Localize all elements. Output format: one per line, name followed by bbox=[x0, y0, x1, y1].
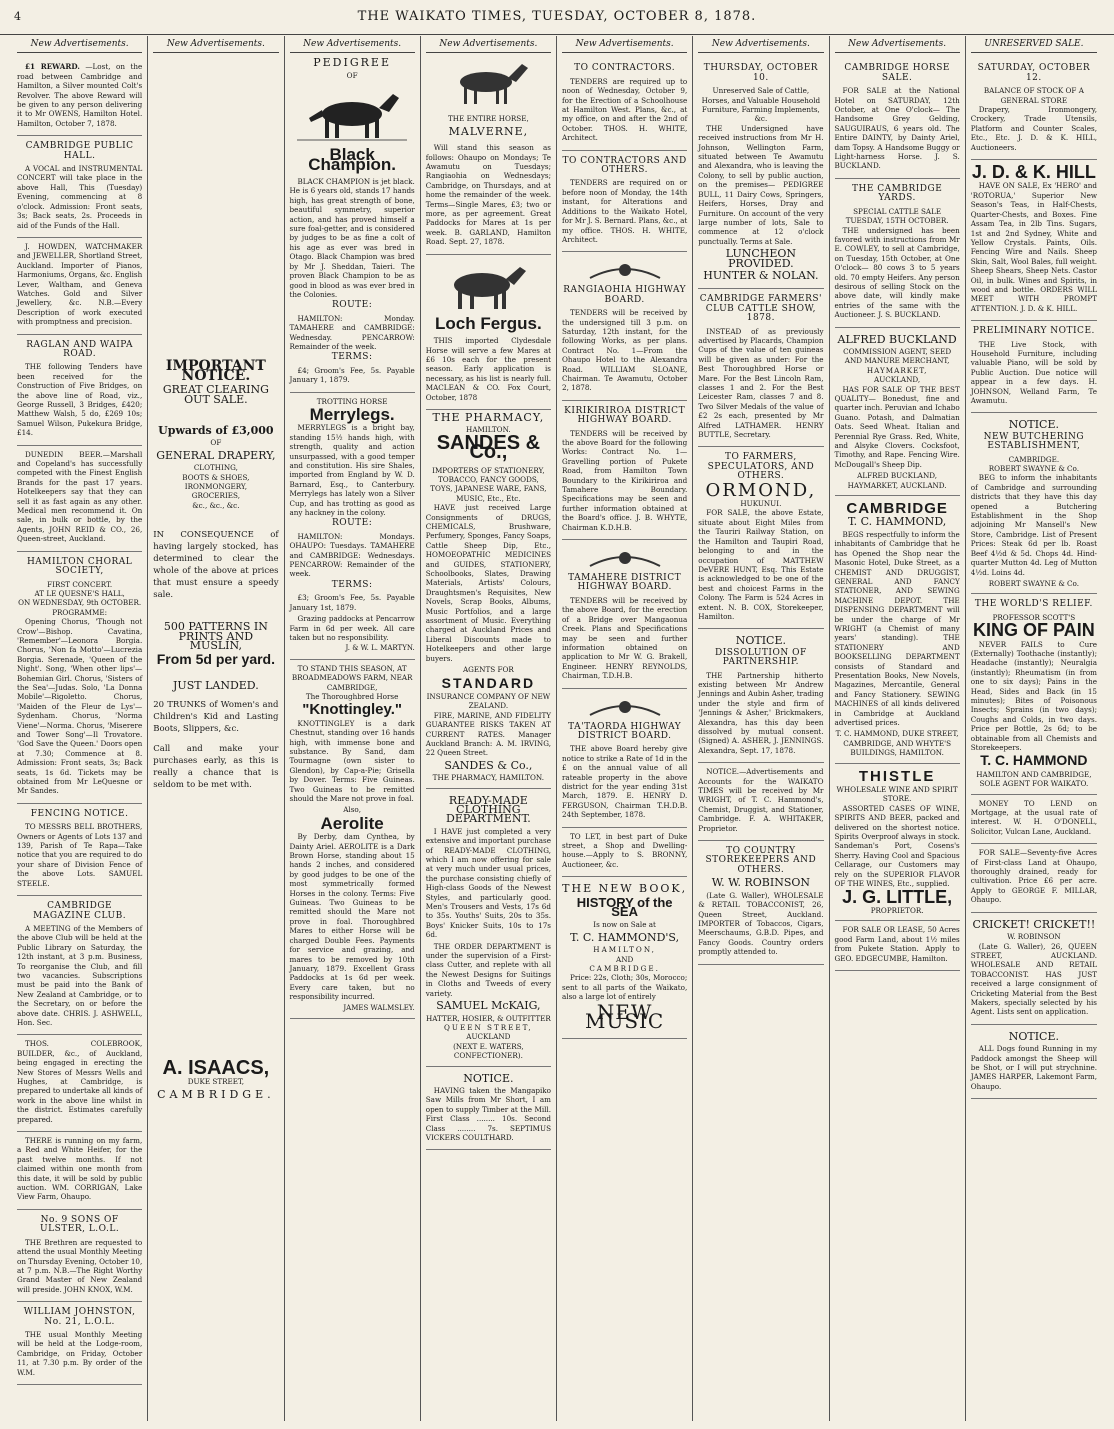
ad-public-hall bbox=[17, 136, 142, 238]
newspaper-title: THE WAIKATO TIMES, TUESDAY, OCTOBER 8, 1878. bbox=[357, 9, 757, 24]
magazine-text: A MEETING of the Members of the above Club will be held at the Public Library on Saturday, the 12th instant, at 3 p.m. Business, To reorganise the Club, and fill two vacancies. Subscriptions must be paid into the Bank of New Zealand at Cambridge, or to the Secretary, on or before the above date. CHRIS. J. ASHWELL, Hon. Sec. bbox=[17, 923, 143, 1027]
price-text: Price: 22s, Cloth; 30s, Morocco; sent to all parts of the Waikato, also a large lot of entirely bbox=[562, 973, 688, 1002]
king-text: NEVER FAILS to Cure (Externally) Toothache (instantly); Headache (instantly); Neuralgia (instantly); Rheumatism (in from one to six days); Pains in the Head, Sides and Back (in 15 minutes); Bites of Poisonous Insects; Sprains (in two days); Coughs and Colds, in two days. Price per Bottle, 2s 6d; to be obtainable from all Chemists and Storekeepers. bbox=[970, 639, 1097, 752]
malverne-text: Will stand this season as follows: Ohaupo on Mondays; Te Awamutu on Tuesdays; Rangiaohia on Wednesdays; Cambridge, on Thursdays, and at home the remainder of the week. Terms—Single Mares, £3; two or more, as per agreement. Great Paddocks for Mares at 1s per week. B. GARLAND, Hamilton Road. Sept. 27, 1878. bbox=[425, 143, 551, 247]
robinson-name: W. W. ROBINSON bbox=[711, 876, 811, 890]
ad-merrylegs bbox=[290, 393, 415, 660]
choral-venue: AT LE QUESNE'S HALL, bbox=[34, 588, 125, 598]
contractors-text: TENDERS are required up to noon of Wednesday, October 9, for the Erection of a Schoolhouse at Hamilton West. Plans, &c., at my office, on and after the 2nd of October. THOS. H. WHITE, Architect. bbox=[562, 76, 688, 143]
column-header: UNRESERVED SALE. bbox=[971, 40, 1097, 53]
ad-ready-made bbox=[426, 789, 551, 1067]
ad-dissolution bbox=[698, 629, 823, 763]
duke-street: DUKE STREET, bbox=[187, 1077, 245, 1087]
hukunui: HUKUNUI. bbox=[740, 499, 782, 509]
column-5 bbox=[557, 36, 693, 1421]
pharmacy2: THE PHARMACY, HAMILTON. bbox=[432, 773, 545, 783]
ad-kirikiriroa bbox=[562, 401, 687, 540]
farmers2-title: TO FARMERS, SPECULATORS, AND OTHERS. bbox=[707, 452, 815, 482]
king-of-pain-title: KING OF PAIN bbox=[973, 620, 1095, 641]
dissolution-text: THE Partnership hitherto existing between Mr Andrew Jennings and Aubin Asher, trading under the style and firm of 'Jennings & Asher,' Brickmakers, Alexandra, has this day been dissolved by mutual consent. (Signed) A. ASHER, J. JENNINGS. Alexandra, Sept. 17, 1878. bbox=[698, 670, 824, 755]
horse-illustration-black-champion bbox=[297, 84, 407, 146]
ad-lease bbox=[835, 921, 960, 971]
relief-title: THE WORLD'S RELIEF. bbox=[974, 599, 1093, 610]
merrylegs-text: MERRYLEGS is a bright bay, standing 15½ hands high, with strength, quality and action unsurpassed, with a good temper and constitution. His sire Shales, imported from England by W. D. Barnard, Esq., to Canterbury. Merrylegs has lately won a Silver Cup, and has trotting as good as any hackney in the colony. bbox=[289, 423, 415, 518]
clothing: CLOTHING, bbox=[193, 463, 238, 473]
also-label: Also, bbox=[343, 805, 362, 815]
route2-title: ROUTE: bbox=[331, 518, 373, 529]
scott-label: PROFESSOR SCOTT'S bbox=[992, 612, 1076, 622]
swayne-sig: ROBERT SWAYNE & Co. bbox=[988, 578, 1080, 588]
hall-title: CAMBRIDGE PUBLIC HALL. bbox=[25, 141, 134, 161]
hill-title: J. D. & K. HILL bbox=[971, 162, 1096, 183]
balance-text: Drapery, Ironmongery, Crockery, Trade Utensils, Platform and Counter Scales, Etc., Etc. J. D. & K. HILL, Auctioneers. bbox=[970, 105, 1097, 152]
column-4 bbox=[421, 36, 557, 1421]
column-header: New Advertisements. bbox=[17, 40, 142, 53]
ad-sawmill-notice bbox=[426, 1067, 551, 1151]
ad-cricket bbox=[971, 913, 1097, 1025]
route1-title: ROUTE: bbox=[331, 300, 373, 311]
ad-knottingley bbox=[290, 660, 415, 1019]
sandes-text: HAVE just received Large Consignments of DRUGS, CHEMICALS, Brushware, Perfumery, Sponges, Fancy Soaps, Cattle Sheep Dip, Etc., HOMOEOPATHIC MEDICINES and GUIDES, STATIONERY, Schoolbooks, Slates, Drawing Materials, Artists' Colours, Draughtsmen's Requisites, New Novels, Scrap Books, Albums, Music Portfolios, and a large assortment of Music. Everything charged at Auckland Prices and Liberal Discounts made to Hotelkeepers and other large buyers. bbox=[425, 503, 551, 663]
ad-history-of-sea bbox=[562, 877, 687, 1038]
column-6 bbox=[693, 36, 829, 1421]
raglan-text: THE following Tenders have been received for the Construction of Five Bridges, on the above line of Road, viz., George Russell, 3 Bridges, £420; Matthew Walsh, 5 do, £269 10s; Samuel Wilson, Pukekura Bridge, £14. bbox=[17, 362, 143, 438]
column-3 bbox=[285, 36, 421, 1421]
taotaora-title: TA'TAORDA HIGHWAY DISTRICT BOARD. bbox=[568, 721, 682, 741]
standard-text: FIRE, MARINE, AND FIDELITY GUARANTEE RISKS TAKEN AT CURRENT RATES. Manager Auckland Branch: A. M. IRVING, 22 Queen Street. bbox=[425, 710, 551, 758]
colebrook-text: THOS. COLEBROOK, BUILDER, &c., of Auckland, being engaged in erecting the New Stores of Messrs Wells and Hughes, at Cambridge, is prepared to undertake all kinds of work in the above line whilst in the district. Estimates carefully prepared. bbox=[17, 1039, 143, 1124]
ad-malverne bbox=[426, 139, 551, 254]
grazing-text: Grazing paddocks at Pencarrow Farm in 6d per week. All care taken but no responsibility. bbox=[289, 614, 415, 642]
groceries: GROCERIES, bbox=[191, 491, 240, 501]
auckland: AUCKLAND, bbox=[874, 375, 921, 385]
alfred-title: ALFRED BUCKLAND bbox=[837, 332, 957, 346]
aerolite-text: By Derby, dam Cynthea, by Dainty Ariel. AEROLITE is a Dark Brown Horse, standing about 15 hands 2 inches, and considered by good judges to be one of the most symmetrically formed Horses in the colony. Terms: Five Guineas. Two Guineas to be remitted should the Mare not prove in foal. Thoroughbred Mares to either Horse will be charged Double Fees. Payments for service and grazing, and mares to be removed by 10th January, 1879. Excellent Grass Paddocks at 1s 6d per week. Every care taken, but no responsibility incurred. bbox=[289, 832, 415, 1002]
reward-title: £1 REWARD. bbox=[25, 62, 80, 72]
crest-icon bbox=[580, 548, 670, 570]
sale-date: THURSDAY, OCTOBER 10. bbox=[703, 63, 819, 83]
pedigree-title: PEDIGREE bbox=[313, 56, 391, 70]
ad-reward bbox=[17, 58, 142, 136]
alfred-sub: COMMISSION AGENT, SEED AND MANURE MERCHANT, bbox=[843, 346, 952, 366]
cricket-title: CRICKET! CRICKET!! bbox=[972, 917, 1096, 931]
taotaora-text: THE above Board hereby give notice to strike a Rate of 1d in the £ on the annual value of all rateable property in the above district for the year ending 31st March, 1879. E. HENRY D. FERGUSON, Chairman T.H.D.B. 24th September, 1878. bbox=[562, 744, 688, 820]
contractors-title: TO CONTRACTORS. bbox=[574, 63, 676, 74]
ad-butchering bbox=[971, 413, 1097, 594]
ormond-text: FOR SALE, the above Estate, situate about Eight Miles from the Tauriri Railway Station, on the Hamilton and Taupiri Road, belonging to and in the occupation of MATTHEW DeVERE HUNT, Esq. This Estate is acknowledged to be one of the best and choicest Farms in the Colony. The Farm is 524 Acres in extent. N. B. COX, Storekeeper, Hamilton. bbox=[698, 508, 824, 621]
horse-sale-text: FOR SALE at the National Hotel on SATURDAY, 12th October, at One O'clock— The Handsome Grey Gelding, SAUGUIRAUS, 6 years old. The Entire DAINTY, by Dainty Ariel, dam Topsy. A Handsome Buggy or Light-harness Horse. J. S. BUCKLAND. bbox=[834, 86, 960, 171]
standard-sub: INSURANCE COMPANY OF NEW ZEALAND. bbox=[426, 691, 551, 711]
mckaig-sub: HATTER, HOSIER, & OUTFITTER bbox=[425, 1013, 551, 1023]
haymarket: HAYMARKET, bbox=[866, 365, 928, 375]
mckaig-addr: QUEEN STREET, bbox=[444, 1022, 533, 1032]
unreserved-title: Unreserved Sale of Cattle, Horses, and Valuable Household Furniture, Farming Implements, &c. bbox=[701, 86, 821, 124]
ad-johnson-sale bbox=[698, 58, 823, 289]
merrylegs-title: Merrylegs. bbox=[309, 404, 395, 424]
on-sale: Is now on Sale at bbox=[593, 920, 656, 930]
swayne-name: ROBERT SWAYNE & Co. bbox=[988, 464, 1080, 474]
sandes-sub: IMPORTERS OF STATIONERY, TOBACCO, FANCY GOODS, TOYS, JAPANESE WARE, FANS, MUSIC, Etc., Etc. bbox=[430, 465, 547, 503]
entire-label: THE ENTIRE HORSE, bbox=[448, 114, 529, 124]
wj-text: THE usual Monthly Meeting will be held at the Lodge-room, Cambridge, on Friday, October 11, at 7.30 p.m. By order of the W.M. bbox=[17, 1329, 143, 1377]
column-7 bbox=[830, 36, 966, 1421]
consequence-text: IN CONSEQUENCE of having largely stocked, has determined to clear the whole of the above at prices that must ensure a speedy sale. bbox=[153, 529, 279, 600]
column-header: New Advertisements. bbox=[698, 40, 823, 53]
tc-hammond: T. C. HAMMOND bbox=[980, 752, 1088, 769]
route1-text: HAMILTON: Monday. TAMAHERE and CAMBRIDGE: Wednesday. PENCARROW: Remainder of the week. bbox=[289, 313, 415, 351]
howden-text: J. HOWDEN, WATCHMAKER and JEWELLER, Shortland Street, Auckland. Importer of Pianos, Harmoniums, Organs, &c. English Lever, Waltham, and Geneva Watches. Gold and Silver Jewellery, &c. N.B.—Every Description of work executed with promptness and precision. bbox=[17, 241, 143, 327]
alfred-sig: ALFRED BUCKLAND, HAYMARKET, AUCKLAND. bbox=[847, 471, 947, 490]
cambridge-title: CAMBRIDGE bbox=[846, 500, 948, 518]
price-text: From 5d per yard. bbox=[156, 650, 275, 667]
swayne-text: BEG to inform the inhabitants of Cambridge and surrounding districts that they have this day opened a Butchering Establishment in the Shop adjoining Mr Mansell's New Store, Cambridge. List of Present Prices: Steak 6d per lb. Roast Beef 4½d & 5d. Chops 4d. Hind-quarter Mutton 4d. Leg of Mutton 4½d. Loins 4d. bbox=[970, 473, 1097, 577]
loch-fergus-text: THIS imported Clydesdale Horse will serve a few Mares at £6 10s each for the present season. Early application is necessary, as his list is nearly full. MACLEAN & CO. Fox Court, October, 1878 bbox=[425, 336, 551, 402]
black-champion-title: Black Champion. bbox=[308, 145, 397, 174]
cambridge-town: CAMBRIDGE. bbox=[157, 1087, 275, 1101]
rm-text: I HAVE just completed a very extensive and important purchase of READY-MADE CLOTHING, which I am now offering for sale at very much under usual prices, the purchase consisting chiefly of High-class Goods of the Newest Styles, and particularly good. Men's Trousers and Vests, 17s 6d to 35s. Youths' Suits, 20s to 35s. Boys' Knicker Suits, 10s to 17s 6d. bbox=[425, 826, 551, 940]
walmsley-sig: JAMES WALMSLEY. bbox=[343, 1003, 415, 1012]
horse-illustration-loch-fergus bbox=[438, 259, 538, 315]
storekeepers-title: TO COUNTRY STOREKEEPERS AND OTHERS. bbox=[705, 846, 817, 875]
rangiaohia-title: RANGIAOHIA HIGHWAY BOARD. bbox=[563, 285, 687, 305]
hammond-name: T. C. HAMMOND'S, bbox=[570, 930, 680, 944]
of-label: OF bbox=[346, 70, 358, 80]
upwards-amount: Upwards of £3,000 bbox=[158, 424, 274, 438]
ad-general-store-sale bbox=[971, 58, 1097, 160]
isaacs-name: A. ISAACS, bbox=[162, 1056, 270, 1079]
ironmongery: IRONMONGERY, bbox=[184, 482, 247, 492]
ad-taotaora bbox=[562, 689, 687, 828]
thistle-sub: WHOLESALE WINE AND SPIRIT STORE. bbox=[836, 785, 958, 804]
ad-contractors bbox=[562, 58, 687, 150]
ad-contractors-others bbox=[562, 151, 687, 253]
prelim-title: PRELIMINARY NOTICE. bbox=[972, 326, 1095, 337]
ad-fencing bbox=[17, 804, 142, 896]
hammond-text: BEGS respectfully to inform the inhabitants of Cambridge that he has Opened the Shop near the Masonic Hotel, Duke Street, as a CHEMIST AND DRUGGIST, GENERAL AND FANCY STATIONER, AND SEWING MACHINE DEPOT. THE DISPENSING DEPARTMENT will be under the charge of Mr WRIGHT (a Chemist of many years' standing). THE STATIONERY AND BOOKSELLING DEPARTMENT consists of Standard and Presentation Books, New Novels, Magazines, Mercantile, General and Fancy Stationery. SEWING MACHINES of all kinds delivered in Cambridge at Auckland advertised prices. bbox=[834, 529, 960, 727]
kirikiriroa-title: KIRIKIRIROA DISTRICT HIGHWAY BOARD. bbox=[564, 405, 686, 426]
ad-johnston-lodge bbox=[17, 1302, 142, 1385]
call-text: Call and make your purchases early, as this is really a chance that is seldom to be met with. bbox=[153, 744, 279, 791]
ad-raglan bbox=[17, 335, 142, 446]
hammond-name: T. C. HAMMOND, bbox=[847, 515, 947, 529]
alfred-text: HAS FOR SALE OF THE BEST QUALITY— Bonedust, fine and quarter inch. Peruvian and Ichabo Guano. Potash, and Dalmatian Oats. Seed Wheat. Italian and Perennial Rye Grass. Red, White, and Alsyke Clovers. Cocksfoot, Timothy, and Rape. Fencing Wire. McDougall's Sheep Dip. bbox=[834, 384, 960, 469]
mckaig-near: (NEXT E. WATERS, CONFECTIONER). bbox=[453, 1041, 524, 1061]
patterns-text: 500 PATTERNS IN PRINTS AND MUSLIN, bbox=[163, 620, 268, 653]
thistle-text: ASSORTED CASES OF WINE, SPIRITS AND BEER, packed and delivered on the shortest notice. Spirits Overproof always in stock. Sandeman's Port, Cosens's Sherry. Having Cool and Spacious Cellarage, our Customers may rely on the SUPERIOR FLAVOR OF THE WINES, Etc., supplied. bbox=[834, 803, 960, 889]
yards-sub: SPECIAL CATTLE SALE bbox=[853, 206, 942, 216]
ad-preliminary bbox=[971, 321, 1097, 413]
ad-to-let bbox=[562, 828, 687, 878]
little-name: J. G. LITTLE, bbox=[842, 886, 953, 907]
history-title: HISTORY of the SEA bbox=[576, 894, 673, 920]
martyn-sig: J. & W. L. MARTYN. bbox=[345, 644, 415, 653]
thistle-title: THISTLE bbox=[858, 767, 936, 785]
sandes-title: SANDES & Co., bbox=[436, 431, 541, 464]
fencing-title: FENCING NOTICE. bbox=[30, 808, 129, 819]
notice-title: NOTICE. bbox=[463, 1071, 514, 1085]
harper-text: ALL Dogs found Running in my Paddock amongst the Sheep will be Shot, or I will put strychnine. JAMES HARPER, Lakemont Farm, Ohaupo. bbox=[970, 1044, 1097, 1091]
ad-sons-of-ulster bbox=[17, 1210, 142, 1302]
hill-text: HAVE ON SALE, Ex 'HERO' and 'ROTORUA,' Superior New Season's Teas, in Half-Chests, Quarter-Chests, and Boxes. Fine Assam Tea, in 2lb Tins. Sugars, 1st and 2nd Sydney, White and Yellow Crystals. Paints, Oils. Fencing Wire and Nails. Sheep Skin, Salt, Wool Bales, full weight. Sheep Shears, Sheep Nets. Castor Oil, in bulk. Wines and Spirits, in wood and bottle. ORDERS WILL MEET WITH PROMPT ATTENTION. J. D. & K. HILL. bbox=[970, 181, 1097, 313]
general-drapery: GENERAL DRAPERY, bbox=[156, 448, 276, 462]
ad-dogs-notice bbox=[971, 1025, 1097, 1099]
ad-magazine-club bbox=[17, 896, 142, 1035]
yards-text: THE undersigned has been favored with instructions from Mr E. COWLEY, to sell at Cambridge, on Tuesday, 15th October, at One O'clock— 80 cows 3 to 5 years old. 70 empty Heifers. Any person desirous of selling Stock on the above date, will kindly make entries of the same with the Auctioneer. J. S. BUCKLAND. bbox=[834, 225, 960, 320]
important-title: IMPORTANT NOTICE. bbox=[165, 358, 266, 384]
column-header: New Advertisements. bbox=[290, 40, 415, 53]
trunks-text: 20 TRUNKS of Women's and Children's Kid and Lasting Boots, Slippers, &c. bbox=[153, 699, 279, 734]
fsale-text: FOR SALE—Seventy-five Acres of First-class Land at Ohaupo, thoroughly drained, ready for cultivation. Price £6 per acre. Apply to GEORGE F. MILLAR, Ohaupo. bbox=[970, 848, 1097, 905]
terms2-text: £3; Groom's Fee, 5s. Payable January 1st, 1879. bbox=[289, 593, 415, 612]
luncheon: LUNCHEON PROVIDED. bbox=[725, 247, 797, 270]
cambridge-label: CAMBRIDGE. bbox=[589, 964, 660, 974]
dunedin-text: DUNEDIN BEER.—Marshall and Copeland's has successfully competed with the Finest English Brands for the past 17 years. Hotelkeepers say that they can sell it as fast again as any other. Medical men recommend it. On sale, in bulk or bottle, by the Agents, JOHN REID & CO., 26, Queen-street, Auckland. bbox=[17, 449, 143, 544]
black-text: BLACK CHAMPION is jet black. He is 6 years old, stands 17 hands high, has great strength of bone, beautiful symmetry, superior action, and has proved himself a sure foal-getter, and is considered by judges to be as fine a colt of his age as ever was bred in Otago. Black Champion was bred by Mr J. Sheddan, Taieri. The proven Black Champion to be as good in blood as was ever bred in the Colonies. bbox=[289, 177, 415, 299]
hall-text: A VOCAL and INSTRUMENTAL CONCERT will take place in the above Hall, This (Tuesday) Evening, commencing at 8 o'clock. Admission: Front seats, 3s; Back seats, 2s. Proceeds in aid of the Funds of the Hall. bbox=[17, 164, 143, 230]
hammond-sig: T. C. HAMMOND, DUKE STREET, CAMBRIDGE, AND WHYTE'S BUILDINGS, HAMILTON. bbox=[835, 729, 959, 758]
ad-loch-fergus bbox=[426, 332, 551, 410]
terms1-text: £4; Groom's Fee, 5s. Payable January 1, 1879. bbox=[289, 365, 415, 385]
ad-tamahere bbox=[562, 540, 687, 688]
dissolution-title: DISSOLUTION OF PARTNERSHIP. bbox=[715, 647, 807, 668]
unreserved-text: THE Undersigned have received instructions from Mr H. Johnson, Wellington Farm, situated between Te Awamutu and Alexandra, who is leaving the Colony, to sell by public auction, on the premises— PEDIGREE BULL, 11 Dairy Cows, Springers, Heifers, Horses, Dray and Furniture. On account of the very large number of lots, Sale to commence at 12 o'clock punctually. Terms at Sale. bbox=[698, 123, 824, 246]
order-dept-text: THE ORDER DEPARTMENT is under the supervision of a First-class Cutter, and replete with all the Newest Designs for Suitings in Cloths and Tweeds of every variety. bbox=[425, 941, 551, 998]
mckaig-city: AUCKLAND bbox=[466, 1032, 511, 1042]
money-text: MONEY TO LEND on Mortgage, at the usual rate of interest. W. H. O'DONELL, Solicitor, Vulcan Lane, Auckland. bbox=[970, 798, 1097, 836]
of-text: OF bbox=[210, 438, 222, 448]
choral-date: ON WEDNESDAY, 9th OCTOBER. bbox=[18, 598, 142, 608]
pharmacy-title: THE PHARMACY, bbox=[432, 410, 545, 424]
terms2-title: TERMS: bbox=[331, 579, 373, 590]
page-number: 4 bbox=[14, 10, 22, 23]
yards-date: TUESDAY, 15TH OCTOBER. bbox=[845, 216, 949, 226]
mckaig-title: SAMUEL McKAIG, bbox=[436, 999, 541, 1013]
proprietor: PROPRIETOR. bbox=[870, 905, 924, 915]
fencing-text: TO MESSRS BELL BROTHERS, Owners or Agents of Lots 137 and 139, Parish of Te Rapa—Take notice that you are required to do your share of Division Fence of the above Lots. SAMUEL STEELE. bbox=[17, 822, 143, 888]
balance-title: BALANCE OF STOCK OF A GENERAL STORE bbox=[983, 86, 1084, 105]
column-2 bbox=[148, 36, 284, 1421]
sandes2: SANDES & Co., bbox=[444, 758, 533, 772]
choral-prog: Opening Chorus, 'Though not Crow'—Bishop. Cavatina, 'Remember'—Leonora Borgia. Chorus, 'Non fa Motto'—Lucrezia Borgia. Serenade, 'Queen of the Night'. Song, 'When other lips'—Bohemian Girl. Chorus, 'Sisters of the Sea'—Judas. Solo, 'La Donna Mobile'—Rigoletto. Chorus, 'Maiden of the Fleur de Lys'—Sydenham. Chorus, 'Norma Viene'—Norma. Chorus, 'Miserere and Tower Song'—Il Trovatore. 'God Save the Queen.' Doors open at 7.30; Commence at 8. Admission: Front seats, 3s; Back seats, 1s 6d. Tickets may be obtained from Mr LeQuesne or Mr Sandes. bbox=[17, 617, 143, 796]
robinson-text: (Late G. Waller), WHOLESALE & RETAIL TOBACCONIST, 26, Queen Street, Auckland. IMPORTER of Tobaccos, Cigars, Meerschaums, G.B.D. Pipes, and Fancy Goods. Country orders promptly attended to. bbox=[698, 890, 824, 957]
ad-alfred-buckland bbox=[835, 328, 960, 497]
ad-corrigan bbox=[17, 1132, 142, 1210]
choral-prog-title: PROGRAMME: bbox=[52, 607, 108, 617]
etc: &c., &c., &c. bbox=[192, 500, 240, 510]
ormond-title: ORMOND, bbox=[705, 479, 817, 501]
page-columns bbox=[12, 36, 1102, 1421]
prelim-text: THE Live Stock, with Household Furniture, including valuable Piano, will be sold by Public Auction. Due notice will appear in a few days. H. JOHNSON, Welland Farm, Te Awamutu. bbox=[970, 339, 1097, 405]
to-let-text: TO LET, in best part of Duke street, a Shop and Dwelling-house.—Apply to S. BRONNY, Auctioneer, &c. bbox=[562, 831, 688, 869]
ad-colebrook bbox=[17, 1035, 142, 1132]
crest-icon bbox=[580, 260, 670, 282]
clearing-sale: GREAT CLEARING OUT SALE. bbox=[162, 383, 269, 406]
and-label: AND bbox=[616, 954, 634, 964]
knottingley-text: KNOTTINGLEY is a dark Chestnut, standing over 16 hands high, with immense bone and substance. By Sand, dam Tourmagne (own sister to Glendon), by Cap-a-Pie; Grisella by Dover. Terms: Five Guineas. Two Guineas to be remitted should the Mare not prove in foal. bbox=[289, 718, 415, 803]
ulster-title: No. 9 SONS OF ULSTER, L.O.L. bbox=[40, 1214, 120, 1235]
ad-cambridge-yards bbox=[835, 179, 960, 328]
rangiaohia-text: TENDERS will be received by the undersigned till 3 p.m. on Saturday, 12th instant, for the following Works, as per plans. Contract No. 1—From the Ohaupo Hotel to the Alexandra Road. WILLIAM SLOANE, Chairman. Te Awamutu, October 2, 1878. bbox=[562, 308, 688, 393]
corrigan-text: THERE is running on my farm, a Red and White Heifer, for the past twelve months. If not claimed within one month from this date, it will be sold by public auction. WM. CORRIGAN, Lake View Farm, Ohaupo. bbox=[17, 1136, 143, 1202]
kirikiriroa-text: TENDERS will be received by the above Board for the following Works: Contract No. 1—Gravelling portion of Pukete Road, from Hamilton Town Boundary to the Kirikiriroa and Tamahere Boundary. Specifications may be seen and further information obtained at the Board's office. J. B. WHYTE, Chairman K.D.H.B. bbox=[562, 428, 688, 532]
thoroughbred-label: The Thoroughbred Horse bbox=[305, 691, 399, 701]
choral-title: HAMILTON CHORAL SOCIETY, bbox=[26, 556, 133, 577]
tamahere-text: TENDERS will be received by the above Board, for the erection of a Bridge over Mangaonua Creek. Plans and Specifications may be seen and further information obtained on application to Mr W. G. Brakell, Engineer. HENRY REYNOLDS, Chairman, T.D.H.B. bbox=[562, 595, 688, 681]
column-header: New Advertisements. bbox=[153, 40, 278, 53]
others-text: TENDERS are required on or before noon of Monday, the 14th instant, for Alterations and Additions to the Waikato Hotel, for Mr J. S. Bernard. Plans, &c., at my office. THOS. H. WHITE, Architect. bbox=[562, 178, 688, 244]
horse-sale-title: CAMBRIDGE HORSE SALE. bbox=[844, 63, 950, 83]
raglan-title: RAGLAN AND WAIPA ROAD. bbox=[26, 339, 133, 359]
ad-land-sale bbox=[971, 844, 1097, 912]
robinson-name: W. ROBINSON bbox=[1007, 932, 1061, 942]
ad-rangiaohia bbox=[562, 252, 687, 400]
new-book: THE NEW BOOK, bbox=[562, 882, 688, 896]
yards-title: THE CAMBRIDGE YARDS. bbox=[851, 183, 943, 204]
column-header: New Advertisements. bbox=[835, 40, 960, 53]
farmers-text: INSTEAD of as previously advertised by Placards, Champion Cups of the value of ten guineas will be given as under: For the Best Thoroughbred Horse or Mare. For the Best Lincoln Ram, classes 1 and 2. For the Best Leicester Ram, classes 7 and 8. Two Silver Medals of the value of £2 2s each, presented by Mr Alfred LATHAMER. HENRY BUTTLE, Secretary. bbox=[698, 326, 824, 440]
farmers-title: CAMBRIDGE FARMERS' CLUB CATTLE SHOW, 1878. bbox=[699, 294, 823, 324]
butcher-title: NEW BUTCHERING ESTABLISHMENT, bbox=[983, 431, 1085, 452]
masthead bbox=[0, 0, 1114, 35]
sawmill-text: HAVING taken the Mangapiko Saw Mills from Mr Short, I am open to supply Timber at the Mill. First Class ........ 10s. Second Class ........ 7s. SEPTIMUS VICKERS COULTHARD. bbox=[425, 1085, 551, 1142]
ad-howden bbox=[17, 238, 142, 335]
times-notice-text: NOTICE.—Advertisements and Accounts for the WAIKATO TIMES will be received by Mr WRIGHT, of T. C. Hammond's, Chemist, Druggist, and Stationer, Cambridge. F. A. WHITAKER, Proprietor. bbox=[698, 767, 824, 833]
hunter-nolan: HUNTER & NOLAN. bbox=[703, 268, 819, 282]
ad-hill bbox=[971, 160, 1097, 321]
route2-text: HAMILTON: Mondays. OHAUPO: Tuesdays. TAMAHERE and CAMBRIDGE: Wednesdays. PENCARROW: Remainder of the week. bbox=[289, 531, 415, 579]
notice-title: NOTICE. bbox=[1008, 418, 1060, 432]
hamilton-label: HAMILTON, bbox=[593, 945, 656, 955]
new-music: NEW MUSIC bbox=[585, 999, 665, 1034]
ad-robinson bbox=[698, 841, 823, 964]
landed-text: JUST LANDED. bbox=[173, 678, 259, 692]
ad-money bbox=[971, 795, 1097, 845]
ad-dunedin-beer bbox=[17, 446, 142, 552]
rm-title: READY-MADE CLOTHING DEPARTMENT. bbox=[446, 793, 531, 826]
ad-hammond-chemist bbox=[835, 496, 960, 764]
malverne-title: MALVERNE, bbox=[448, 124, 529, 138]
loch-fergus-title: Loch Fergus. bbox=[435, 313, 542, 333]
ad-horse-sale bbox=[835, 58, 960, 178]
notice-title: NOTICE. bbox=[735, 634, 787, 648]
agents-label: AGENTS FOR bbox=[462, 665, 514, 675]
ad-choral-society bbox=[17, 552, 142, 804]
merrylegs-label: TROTTING HORSE bbox=[316, 396, 388, 406]
terms1-title: TERMS: bbox=[331, 352, 373, 363]
column-header: New Advertisements. bbox=[426, 40, 551, 53]
aerolite-title: Aerolite bbox=[320, 813, 384, 833]
magazine-title: CAMBRIDGE MAGAZINE CLUB. bbox=[33, 901, 127, 921]
tc-sub: HAMILTON AND CAMBRIDGE, SOLE AGENT FOR WAIKATO. bbox=[976, 769, 1092, 789]
horse-illustration-malverne bbox=[438, 58, 538, 110]
ad-thistle bbox=[835, 764, 960, 922]
sale-date: SATURDAY, OCTOBER 12. bbox=[977, 63, 1091, 83]
lease-text: FOR SALE OR LEASE, 50 Acres good Farm Land, about 1½ miles from Pukete Station. Apply to GEO. EDGECUMBE, Hamilton. bbox=[834, 925, 960, 963]
ulster-text: THE Brethren are requested to attend the usual Monthly Meeting on Thursday Evening, October 10, at 7 p.m. N.B.—The Right Worthy Grand Master of New Zealand will preside. JOHN KNOX, W.M. bbox=[17, 1237, 143, 1294]
boots: BOOTS & SHOES, bbox=[182, 472, 250, 482]
stand-text: TO STAND THIS SEASON, AT BROADMEADOWS FARM, NEAR CAMBRIDGE, bbox=[291, 663, 413, 692]
crest-icon bbox=[580, 697, 670, 719]
column-8 bbox=[966, 36, 1102, 1421]
knottingley-title: "Knottingley." bbox=[302, 701, 403, 719]
tamahere-title: TAMAHERE DISTRICT HIGHWAY BOARD. bbox=[568, 573, 682, 593]
others-title: TO CONTRACTORS AND OTHERS. bbox=[562, 155, 687, 176]
standard-title: STANDARD bbox=[441, 674, 536, 691]
column-1 bbox=[12, 36, 148, 1421]
ad-king-of-pain bbox=[971, 594, 1097, 794]
ad-farmers-club bbox=[698, 289, 823, 447]
notice2-title: NOTICE. bbox=[1008, 1029, 1060, 1043]
ad-sandes bbox=[426, 462, 551, 789]
ad-ormond bbox=[698, 447, 823, 629]
wj-title: WILLIAM JOHNSTON, No. 21, L.O.L. bbox=[23, 1307, 136, 1327]
column-header: New Advertisements. bbox=[562, 40, 687, 53]
reward-text: —Lost, on the road between Cambridge and Hamilton, a Silver mounted Colt's Revolver. The above Reward will be given to any person delivering it to Mr OWENS, Hamilton Hotel. Hamilton, October 7, 1878. bbox=[17, 62, 143, 128]
robinson-text: (Late G. Waller), 26, QUEEN STREET, AUCKLAND. WHOLESALE AND RETAIL TOBACCONIST. HAS JUST received a large consignment of Cricketing Material from the Best Makers, specially selected by his Agent. Lists sent on application. bbox=[970, 941, 1097, 1017]
butcher-place: CAMBRIDGE. bbox=[1008, 454, 1060, 464]
ad-black-champion bbox=[290, 173, 415, 393]
choral-sub: FIRST CONCERT. bbox=[47, 579, 113, 589]
pharmacy-place: HAMILTON. bbox=[466, 425, 511, 435]
ad-times-notice bbox=[698, 763, 823, 841]
